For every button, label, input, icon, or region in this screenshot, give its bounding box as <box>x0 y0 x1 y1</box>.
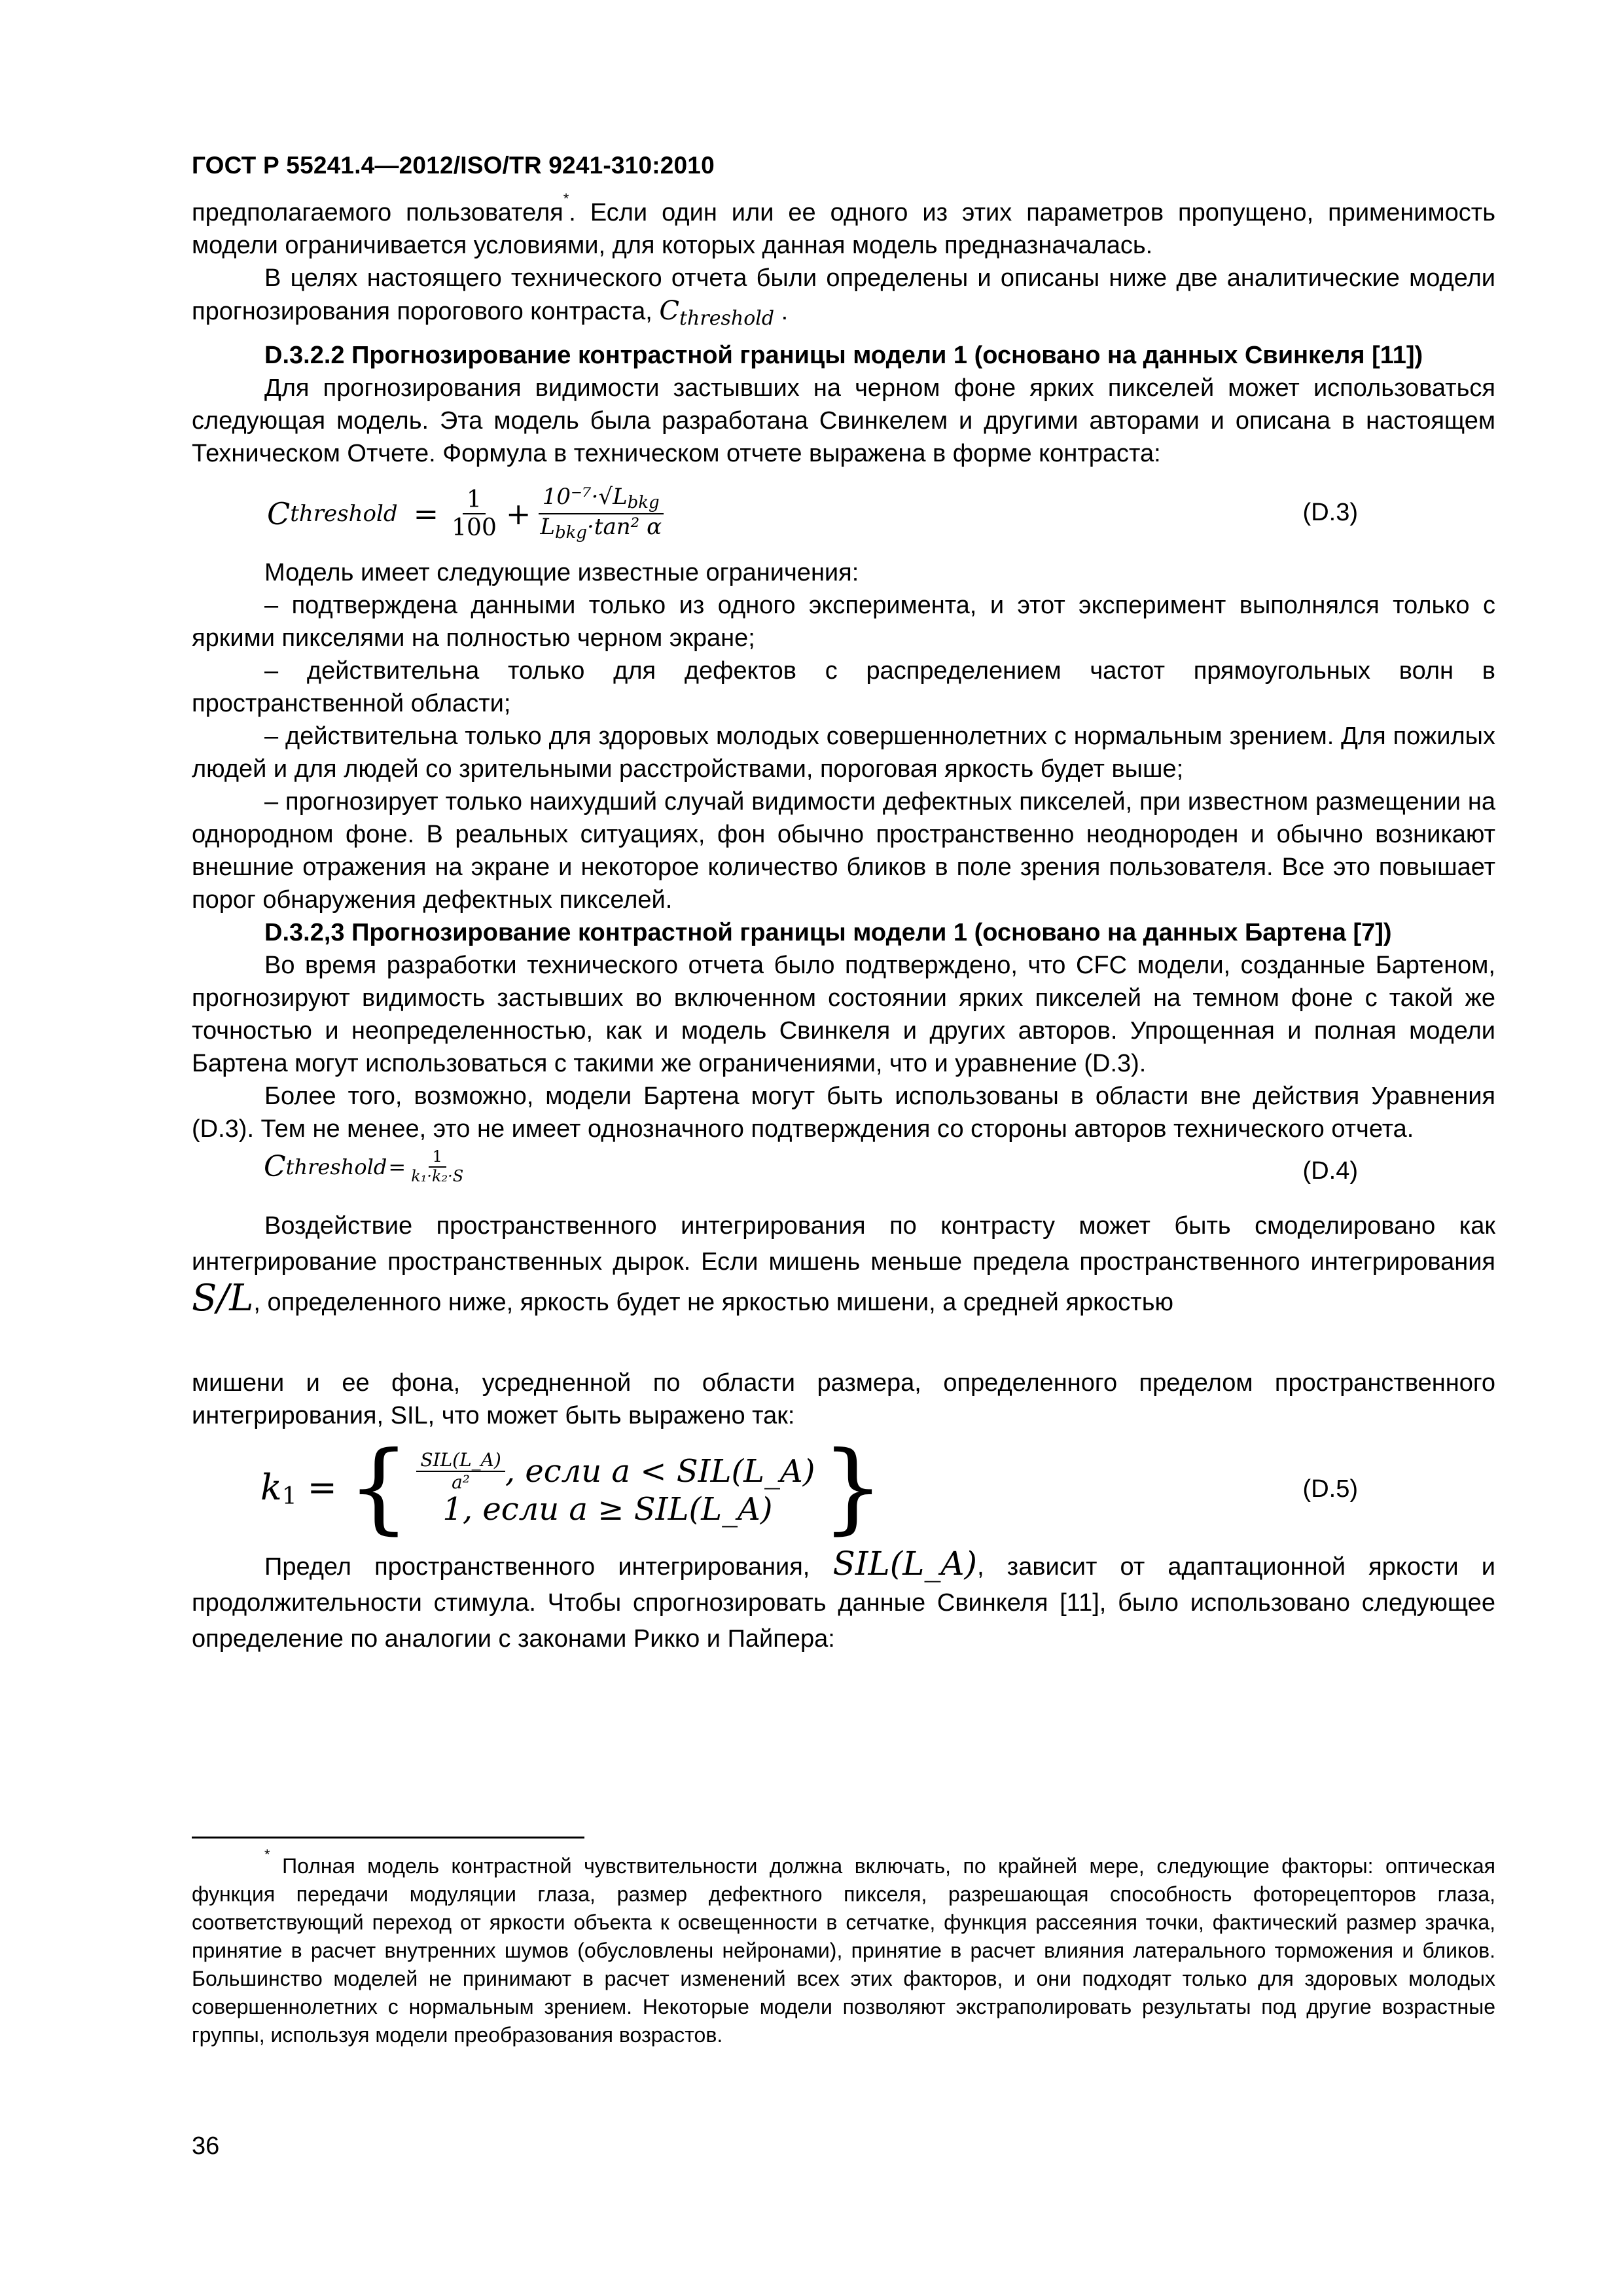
paragraph-9: Предел пространственного интегрирования, SIL(L_A), зависит от адаптационной яркости и продолжительности стимула. Чтобы спрогнозировать данные Свинкеля [11], было использовано следующее определение по аналогии с законами Рикко и Пайпера: <box>192 1545 1495 1653</box>
fraction-k1k2s: $\frac{1}{\text{k₁·k₂·S}}$ <box>411 1147 464 1185</box>
footnote-separator <box>192 1837 584 1839</box>
fraction-luminance-term: $\frac{\text{10⁻⁷·√Lbkg}}{\text{Lbkg·tan² α}}$ <box>536 484 666 543</box>
paragraph-2: В целях настоящего технического отчета были определены и описаны ниже две аналитические модели прогнозирования порогового контраста, $C_{threshold}$ . <box>192 264 1495 330</box>
paragraph-6: Более того, возможно, модели Бартена могут быть использованы в области вне действия Уравнения (D.3). Тем не менее, это не имеет однозначного подтверждения со стороны авторов технического отчета. <box>192 1083 1495 1143</box>
paragraph-4: Модель имеет следующие известные ограничения: <box>264 559 859 586</box>
footnote-mark: * <box>264 1846 270 1863</box>
list-item: – действительна только для дефектов с распределением частот прямоугольных волн в пространственной области; <box>192 657 1495 717</box>
equation-label-d3: (D.3) <box>1302 499 1358 526</box>
right-brace: } <box>821 1431 884 1545</box>
section-heading-d3-2-3: D.3.2,3 Прогнозирование контрастной границы модели 1 (основано на данных Бартена [7]) <box>264 919 1392 946</box>
equation-d3: C threshold = $\frac{1}{100}$ + $\frac{\text{10⁻⁷·√Lbkg}}{\text{Lbkg·tan² α}}$ (D.3) <box>267 484 1358 543</box>
footnote: * Полная модель контрастной чувствительности должна включать, по крайней мере, следующие факторы: оптическая функция передачи модуляции глаза, размер дефектного пикселя, разрешающая способность фоторецепторов глаза, соответствующий переход от яркости объекта к освещенности в сетчатке, функция рассеяния точки, фактический размер зрачка, принятие в расчет внутренних шумов (обусловлены нейронами), принятие в расчет влияния латерального торможения и бликов. Большинство моделей не принимают в расчет изменений всех этих факторов, и они подходят только для здоровых молодых совершеннолетних с нормальным зрением. Некоторые модели позволяют экстраполировать результаты под другие возрастные группы, используя модели преобразования возрастов. <box>192 1846 1496 2047</box>
standard-header: ГОСТ Р 55241.4—2012/ISO/TR 9241-310:2010 <box>192 152 715 179</box>
c-threshold-symbol: $C_{threshold}$ <box>659 296 775 330</box>
sil-symbol: SIL(L_A) <box>832 1545 978 1583</box>
paragraph-5: Во время разработки технического отчета было подтверждено, что CFC модели, созданные Бартеном, прогнозируют видимость застывших во включенном состоянии ярких пикселей на темном фоне с такой же точностью и неопределенностью, как и модель Свинкеля и других авторов. Упрощенная и полная модели Бартена могут использоваться с такими же ограничениями, что и уравнение (D.3). <box>192 952 1495 1077</box>
list-item: – действительна только для здоровых молодых совершеннолетних с нормальным зрением. Для пожилых людей и для людей со зрительными расстройствами, пороговая яркость будет выше; <box>192 723 1495 783</box>
list-item: – прогнозирует только наихудший случай видимости дефектных пикселей, при известном размещении на однородном фоне. В реальных ситуациях, фон обычно пространственно неоднороден и обычно возникают внешние отражения на экране и некоторое количество бликов в поле зрения пользователя. Все это повышает порог обнаружения дефектных пикселей. <box>192 788 1495 914</box>
section-heading-d3-2-2: D.3.2.2 Прогнозирование контрастной границы модели 1 (основано на данных Свинкеля [11]) <box>264 342 1423 369</box>
equation-label-d4: (D.4) <box>1302 1157 1358 1185</box>
equation-label-d5: (D.5) <box>1302 1475 1358 1503</box>
page-number: 36 <box>192 2132 220 2160</box>
fraction-1-over-100: $\frac{1}{100}$ <box>452 486 497 541</box>
footnote-ref: * <box>563 190 569 207</box>
equation-d5: k 1 = { $\frac{\text{SIL(L\_A)}}{\text{a²}}$ , если a < SIL(L_A) 1, если a ≥ SIL(L_A) } (D.5) <box>260 1431 1358 1545</box>
equation-d4: C threshold = $\frac{1}{\text{k₁·k₂·S}}$ (D.4) <box>192 1145 1495 1208</box>
main-text <box>192 190 1495 1657</box>
left-brace: { <box>347 1431 410 1545</box>
paragraph-7: Воздействие пространственного интегрирования по контрасту может быть смоделировано как интегрирование пространственных дырок. Если мишень меньше предела пространственного интегрирования S/L, определенного ниже, яркость будет не яркостью мишени, а средней яркостью <box>192 1212 1495 1319</box>
paragraph-8: мишени и ее фона, усредненной по области размера, определенного пределом пространственного интегрирования, SIL, что может быть выражено так: <box>192 1369 1495 1429</box>
s-over-l-symbol: S/L <box>192 1277 254 1319</box>
paragraph-1: предполагаемого пользователя*. Если один или ее одного из этих параметров пропущено, применимость модели ограничивается условиями, для которых данная модель предназначалась. <box>192 190 1495 259</box>
cases-block: $\frac{\text{SIL(L\_A)}}{\text{a²}}$ , если a < SIL(L_A) 1, если a ≥ SIL(L_A) <box>416 1450 815 1526</box>
list-item: – подтверждена данными только из одного эксперимента, и этот эксперимент выполнялся только с яркими пикселями на полностью черном экране; <box>192 592 1495 652</box>
paragraph-3: Для прогнозирования видимости застывших на черном фоне ярких пикселей может использоваться следующая модель. Эта модель была разработана Свинкелем и другими авторами и описана в настоящем Техническом Отчете. Формула в техническом отчете выражена в форме контраста: <box>192 374 1495 467</box>
fraction-sil-over-a2: $\frac{\text{SIL(L\_A)}}{\text{a²}}$ <box>416 1450 505 1493</box>
